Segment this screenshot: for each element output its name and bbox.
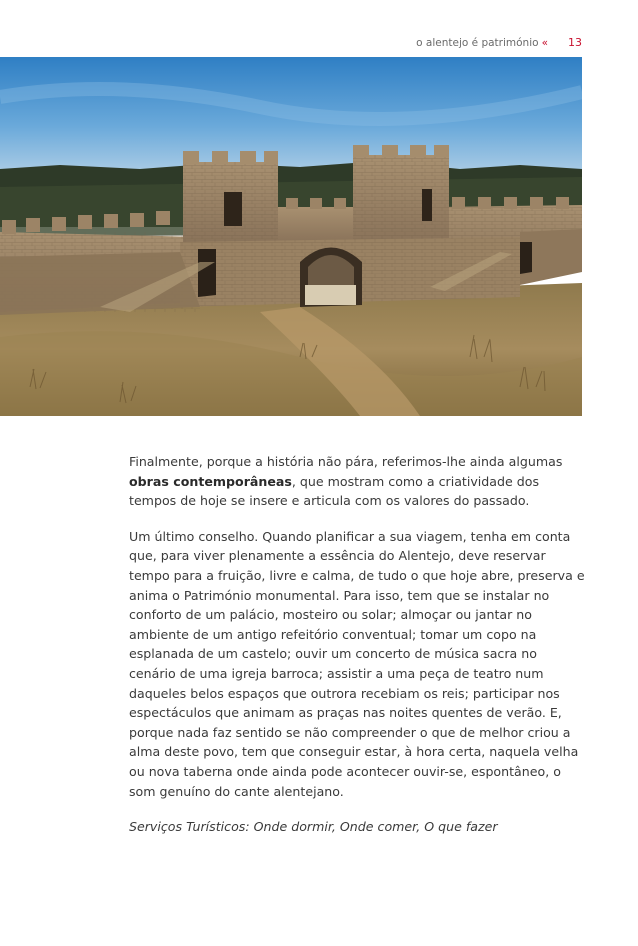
paragraph-1-after: , que mostram como a criatividade dos tempos de hoje se insere e articula com os valores do passado. (129, 473, 540, 509)
tourist-services-line: Serviços Turísticos: Onde dormir, Onde comer, O que fazer (129, 819, 498, 835)
running-header (416, 36, 582, 49)
paragraph-1-before: Finalmente, porque a história não pára, referimos-lhe ainda algumas (129, 454, 563, 469)
page-number: 13 (568, 36, 582, 49)
paragraph-1-bold: obras contemporâneas (129, 473, 292, 489)
castle-photo (0, 57, 582, 416)
body-text (129, 452, 585, 853)
paragraph-advice: Um último conselho. Quando planificar a sua viagem, tenha em conta que, para viver plenamente a essência do Alentejo, deve reservar tempo para a fruição, livre e calma, de tudo o que hoje abre, preserva e anima o Património monumental. Para isso, tem que se instalar no conforto de um palácio, mosteiro ou solar; almoçar ou jantar no ambiente de um antigo refeitório conventual; tomar um copo na esplanada de um castelo; ouvir um concerto de música sacra no cenário de uma igreja barroca; assistir a uma peça de teatro num daqueles belos espaços que outrora recebiam os reis; participar nos espectáculos que animam as praças nas noites quentes de verão. E, porque nada faz sentido se não compreender o que de melhor criou a alma deste povo, tem que conseguir estar, à hora certa, naquela velha ou nova taberna onde ainda pode acontecer ouvir-se, espontâneo, o som genuíno do cante alentejano. (129, 528, 585, 799)
running-title: o alentejo é património (416, 37, 539, 49)
paragraph-contemporary (129, 452, 585, 511)
chevron-left-icon: « (541, 37, 548, 49)
